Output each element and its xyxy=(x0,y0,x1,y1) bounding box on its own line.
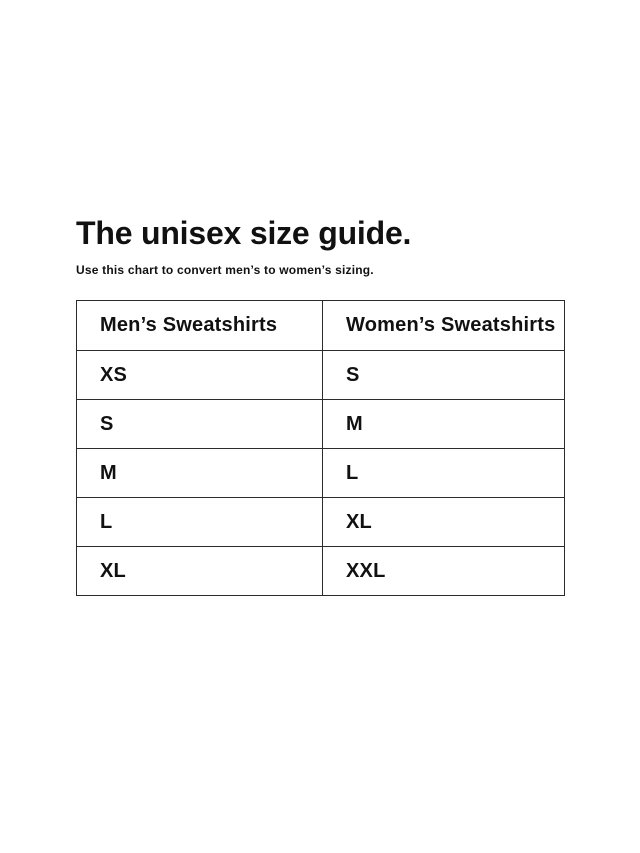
table-cell-mens-size: L xyxy=(77,498,323,547)
table-row xyxy=(77,449,565,498)
table-cell-womens-size: L xyxy=(323,449,565,498)
column-header-mens-sweatshirts: Men’s Sweatshirts xyxy=(77,301,323,351)
table-header-row xyxy=(77,301,565,351)
size-conversion-table xyxy=(76,300,565,596)
table-cell-womens-size: XL xyxy=(323,498,565,547)
table-cell-womens-size: XXL xyxy=(323,547,565,596)
table-row xyxy=(77,400,565,449)
table-row xyxy=(77,547,565,596)
table-cell-mens-size: M xyxy=(77,449,323,498)
table-row xyxy=(77,498,565,547)
table-cell-womens-size: M xyxy=(323,400,565,449)
page-subtitle: Use this chart to convert men’s to women’s sizing. xyxy=(76,263,374,277)
page-title: The unisex size guide. xyxy=(76,215,412,251)
table-cell-mens-size: S xyxy=(77,400,323,449)
size-guide-section xyxy=(76,214,564,596)
table-cell-mens-size: XL xyxy=(77,547,323,596)
table-cell-mens-size: XS xyxy=(77,351,323,400)
table-row xyxy=(77,351,565,400)
column-header-womens-sweatshirts: Women’s Sweatshirts xyxy=(323,301,565,351)
table-cell-womens-size: S xyxy=(323,351,565,400)
